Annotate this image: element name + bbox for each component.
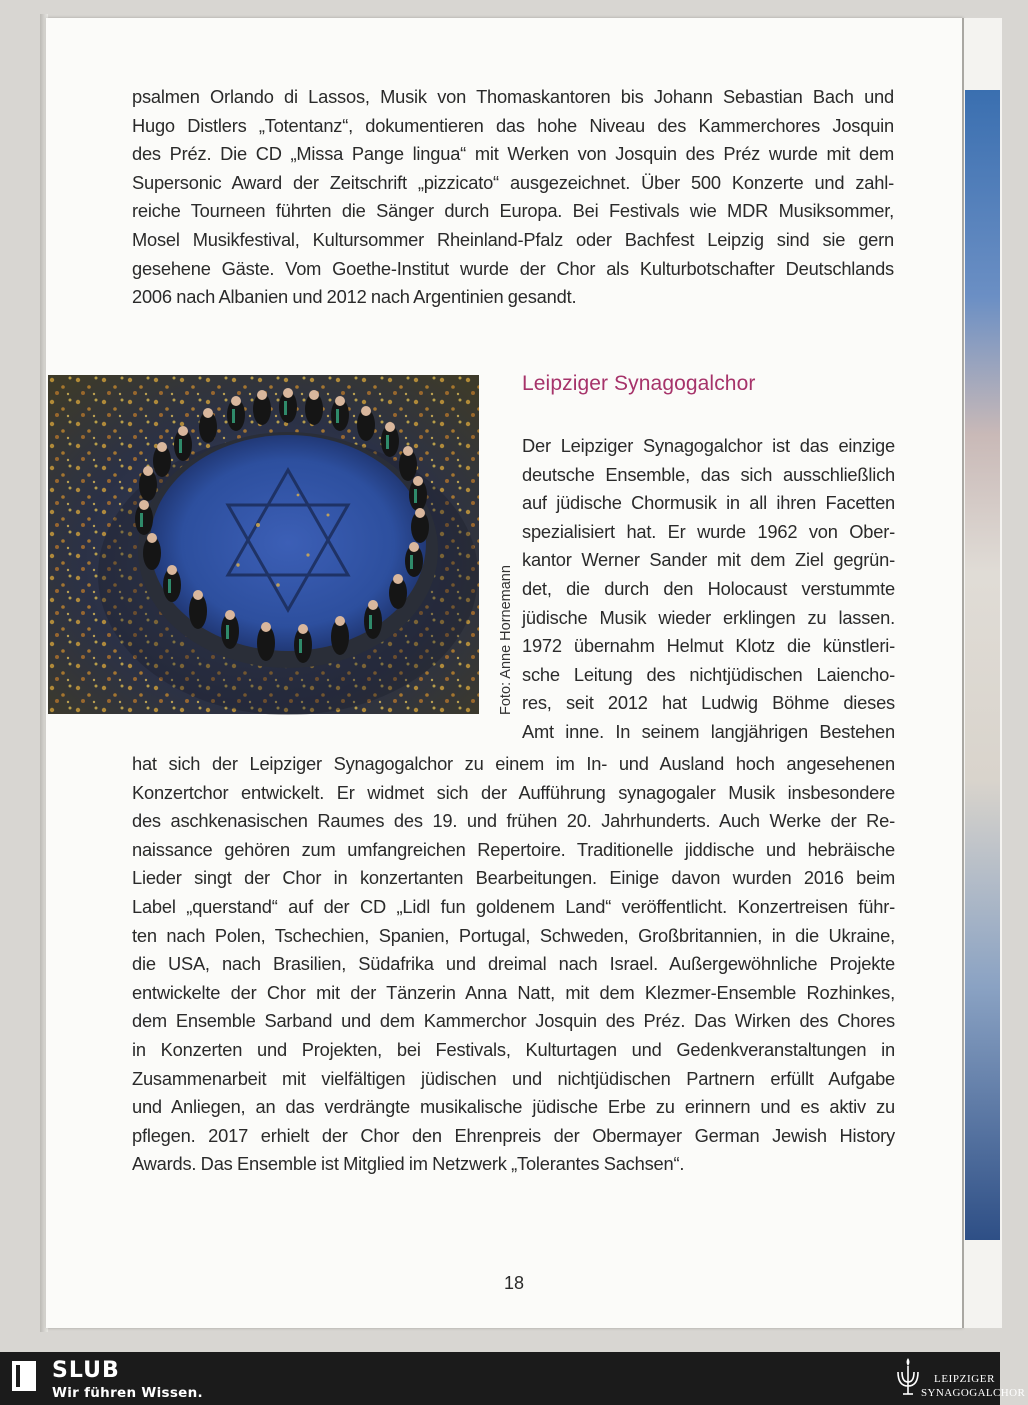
- side-paragraph: [522, 432, 895, 747]
- text-line: gesehene Gäste. Vom Goethe-Institut wurde der Chor als Kulturbotschafter Deutschlands: [132, 257, 894, 279]
- text-line: 2006 nach Albanien und 2012 nach Argentinien gesandt.: [132, 286, 577, 308]
- text-line: Zusammenarbeit mit vielfältigen jüdischen und nichtjüdischen Partnern erfüllt Aufgabe: [132, 1067, 895, 1089]
- choir-photo: [48, 375, 479, 714]
- partner-name-line2: SYNAGOGALCHOR: [921, 1387, 1026, 1399]
- text-line: psalmen Orlando di Lassos, Musik von Thomaskantoren bis Johann Sebastian Bach und: [132, 86, 894, 107]
- text-line: in Konzerten und Projekten, bei Festivals, Kulturtagen und Gedenkveranstaltungen in: [132, 1038, 895, 1060]
- text-line: auf jüdische Chormusik in all ihren Facetten: [522, 492, 895, 514]
- text-line: entwickelte der Chor mit der Tänzerin Anna Natt, mit dem Klezmer-Ensemble Rozhinkes,: [132, 981, 895, 1003]
- text-line: ten nach Polen, Tschechien, Spanien, Portugal, Schweden, Großbritannien, in die Ukraine,: [132, 924, 895, 946]
- photo-credit: Foto: Anne Hornemann: [498, 565, 514, 715]
- partner-name-line1: LEIPZIGER: [934, 1373, 996, 1385]
- text-line: det, die durch den Holocaust verstummte: [522, 577, 895, 599]
- menorah-icon: [895, 1358, 921, 1398]
- text-line: Mosel Musikfestival, Kultursommer Rheinland-Pfalz oder Bachfest Leipzig sind sie gern: [132, 228, 894, 250]
- text-line: kantor Werner Sander mit dem Ziel gegrün-: [522, 549, 895, 571]
- text-line: die USA, nach Brasilien, Südafrika und dreimal nach Israel. Außergewöhnliche Projekte: [132, 953, 895, 975]
- text-line: jüdische Musik wieder erklingen zu lassen.: [522, 606, 895, 628]
- text-line: 1972 übernahm Helmut Klotz die künstleri-: [522, 635, 895, 657]
- text-line: Der Leipziger Synagogalchor ist das einzige: [522, 435, 895, 456]
- text-line: Amt inne. In seinem langjährigen Bestehen: [522, 720, 895, 742]
- text-line: pflegen. 2017 erhielt der Chor den Ehrenpreis der Obermayer German Jewish History: [132, 1124, 895, 1146]
- text-line: Label „querstand“ auf der CD „Lidl fun goldenem Land“ veröffentlicht. Konzertreisen führ-: [132, 895, 895, 917]
- text-line: sche Leitung des nichtjüdischen Laiencho-: [522, 663, 895, 685]
- text-line: Supersonic Award der Zeitschrift „pizzicato“ ausgezeichnet. Über 500 Konzerte und zahl-: [132, 171, 894, 193]
- intro-paragraph: [132, 83, 894, 312]
- text-line: Konzertchor entwickelt. Er widmet sich der Aufführung synagogaler Musik insbesondere: [132, 781, 895, 803]
- library-slogan: Wir führen Wissen.: [52, 1385, 203, 1401]
- text-line: Awards. Das Ensemble ist Mitglied im Netzwerk „Tolerantes Sachsen“.: [132, 1153, 685, 1175]
- text-line: reiche Tourneen führten die Sänger durch Europa. Bei Festivals wie MDR Musiksommer,: [132, 200, 894, 222]
- text-line: spezialisiert hat. Er wurde 1962 von Ober-: [522, 520, 895, 542]
- text-line: deutsche Ensemble, das sich ausschließlich: [522, 463, 895, 485]
- library-name[interactable]: SLUB: [52, 1358, 120, 1383]
- text-line: und Anliegen, an das verdrängte musikalische jüdische Erbe zu erinnern und es aktiv zu: [132, 1096, 895, 1118]
- text-line: Lieder singt der Chor in konzertanten Bearbeitungen. Einige davon wurden 2016 beim: [132, 867, 895, 889]
- text-line: Hugo Distlers „Totentanz“, dokumentieren das hohe Niveau des Kammerchores Josquin: [132, 114, 894, 136]
- slub-logo-icon[interactable]: [10, 1359, 42, 1395]
- section-heading: Leipziger Synagogalchor: [522, 372, 756, 395]
- text-line: dem Ensemble Sarband und dem Kammerchor Josquin des Préz. Das Wirken des Chores: [132, 1010, 895, 1032]
- text-line: des Préz. Die CD „Missa Pange lingua“ mit Werken von Josquin des Préz wurde mit dem: [132, 143, 894, 165]
- text-line: des aschkenasischen Raumes des 19. und frühen 20. Jahrhunderts. Auch Werke der Re-: [132, 810, 895, 832]
- text-line: res, seit 2012 hat Ludwig Böhme dieses: [522, 692, 895, 714]
- text-line: hat sich der Leipziger Synagogalchor zu einem im In- und Ausland hoch angesehenen: [132, 753, 895, 774]
- body-paragraph: [132, 750, 895, 1179]
- page-number: 18: [503, 1273, 525, 1293]
- next-page-photo: [965, 90, 1000, 1240]
- text-line: naissance gehören zum umfangreichen Repertoire. Traditionelle jiddische und hebräische: [132, 838, 895, 860]
